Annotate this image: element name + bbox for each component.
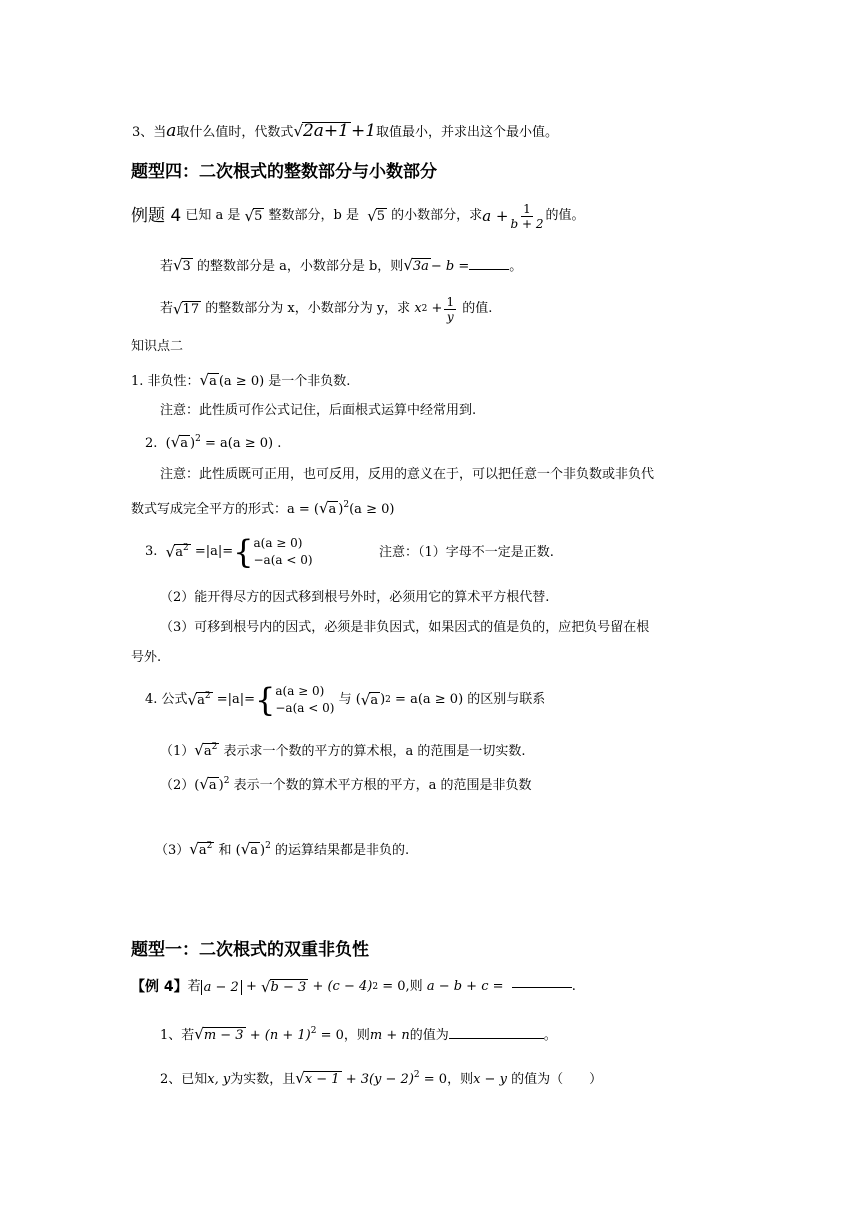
difference-3: $(3)√a^2$ 和 (√a )$^2$ 的运算结果都是非负的.	[155, 840, 410, 858]
property-1: 1. 非负性：√a (a ≥ 0) 是一个非负数.	[131, 371, 351, 389]
difference-2: （2）(√a )$^2$ 表示一个数的算术平方根的平方，a 的范围是非负数	[160, 775, 532, 793]
section-heading-type1: 题型一：二次根式的双重非负性	[131, 940, 369, 960]
exercise-1: 1、若$√m - 3 + (n + 1)^2 = 0$，则m + n的值为 。	[160, 1025, 557, 1043]
example-4: 例题 4 已知 a 是 √ 5 整数部分，b 是 √ 5 的小数部分，求 a + $\frac{1}{b + 2}$ 的值。	[131, 201, 585, 231]
section-heading-type4: 题型四：二次根式的整数部分与小数部分	[131, 162, 437, 182]
property-3: 3. √ $a^2$ =|a|= { a(a ≥ 0) −a(a < 0)	[145, 533, 313, 571]
math-var: a	[166, 121, 177, 141]
exercise-2: 2、已知x, y为实数，且$√x - 1 + 3(y - 2)^2 = 0$，则x − y 的值为（ ）	[160, 1069, 603, 1087]
sqrt-symbol: √	[293, 122, 303, 140]
knowledge-point-2: 知识点二	[131, 339, 184, 354]
answer-blank[interactable]	[449, 1038, 544, 1039]
problem-sqrt17: 若 √ 17 的整数部分为 x，小数部分为 y，求 x 2 + $\frac{1}{y}$ 的值.	[160, 294, 493, 324]
note-2b: 数式写成完全平方的形式：a = (√a )$^2$(a ≥ 0)	[131, 499, 395, 517]
question-3: 3、当a取什么值时，代数式√2a+1 +1取值最小，并求出这个最小值。	[132, 121, 559, 141]
piecewise-cases: { a(a ≥ 0) −a(a < 0)	[233, 533, 313, 571]
note-3c: （3）可移到根号内的因式，必须是非负因式，如果因式的值是负的，应把负号留在根	[160, 620, 650, 635]
answer-blank[interactable]	[469, 269, 509, 270]
property-2: 2. (√a )$^2$ = a(a ≥ 0) .	[145, 433, 282, 451]
difference-1: $(1)√a^2$ 表示求一个数的平方的算术根，a 的范围是一切实数.	[160, 741, 526, 759]
note-3b: （2）能开得尽方的因式移到根号外时，必须用它的算术平方根代替.	[160, 590, 550, 605]
radicand: 2a+1	[302, 121, 349, 141]
answer-blank[interactable]	[512, 987, 572, 988]
example-4-bracket: 【例 4】 若 a − 2 + √ b − 3 + (c − 4) 2 = 0, 则 a − b + c = .	[131, 978, 576, 996]
note-1: 注意：此性质可作公式记住，后面根式运算中经常用到.	[160, 403, 477, 418]
property-4: 4. 公式 √ $a^2$ =|a|= { a(a ≥ 0) −a(a < 0) 与 ( √ a ) 2 = a(a ≥ 0) 的区别与联系	[145, 681, 546, 719]
note-3a: 注意：（1）字母不一定是正数.	[379, 545, 554, 560]
problem-sqrt3: 若√3 的整数部分是 a，小数部分是 b，则√3a − b = 。	[160, 256, 523, 274]
note-3d: 号外.	[131, 650, 162, 665]
fraction: $\frac{1}{b + 2}$	[510, 201, 544, 231]
note-2a: 注意：此性质既可正用，也可反用，反用的意义在于，可以把任意一个非负数或非负代	[160, 467, 655, 482]
